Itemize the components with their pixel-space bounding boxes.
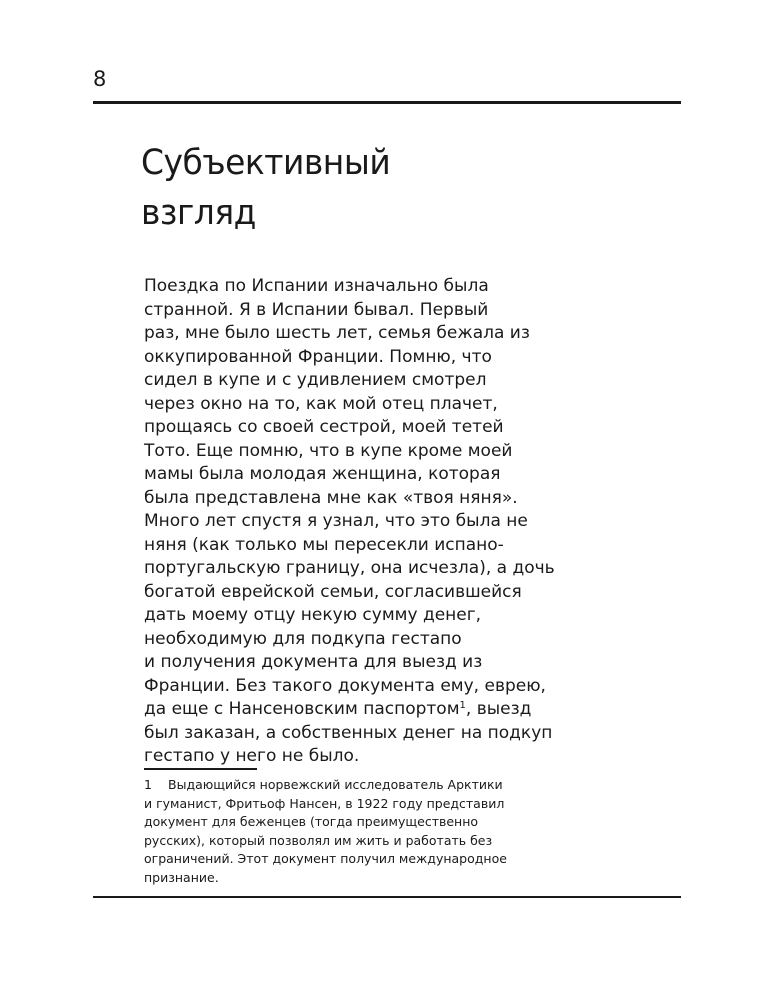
body-line [144,698,684,722]
body-line: сидел в купе и с удивлением смотрел [144,370,487,390]
footnote-line: ограничений. Этот документ получил международное [144,851,507,866]
body-line: странной. Я в Испании бывал. Первый [144,299,489,320]
page-number: 8 [93,67,107,91]
body-line: раз, мне было шесть лет, семья бежала из [144,323,530,343]
body-line: Поездка по Испании изначально была [144,276,489,296]
body-line: и получения документа для выезд из [144,652,483,672]
chapter-title-line: Субъективный [141,143,391,183]
chapter-title-line: взгляд [141,193,256,233]
body-line: Тото. Еще помню, что в купе кроме моей [144,440,513,461]
footer-rule [93,896,681,898]
footnote [144,776,684,887]
body-line: богатой еврейской семьи, согласившейся [144,581,522,602]
footnote-reference: 1 [459,700,466,711]
footnote-line: признание. [144,869,219,885]
footnote-line [144,776,684,795]
body-line: португальскую границу, она исчезла), а дочь [144,558,555,578]
body-line: Франции. Без такого документа ему, еврею, [144,675,546,696]
footnote-rule [144,768,257,770]
body-line: была представлена мне как «твоя няня». [144,487,518,508]
footnote-line: и гуманист, Фритьоф Нансен, в 1922 году представил [144,795,505,811]
body-line: няня (как только мы пересекли испано- [144,534,504,555]
body-line: через окно на то, как мой отец плачет, [144,393,498,414]
body-line: был заказан, а собственных денег на подкуп [144,722,553,743]
body-line: Много лет спустя я узнал, что это была не [144,511,528,531]
body-line: дать моему отцу некую сумму денег, [144,605,482,625]
body-line: мамы была молодая женщина, которая [144,464,501,484]
body-paragraph [144,275,684,769]
body-line: прощаясь со своей сестрой, моей тетей [144,417,504,437]
body-line: необходимую для подкупа гестапо [144,628,462,649]
body-line-text: да еще с Нансеновским паспортом [144,699,460,719]
chapter-title [141,138,649,238]
footnote-line: документ для беженцев (тогда преимущественно [144,814,479,829]
footnote-line: русских), который позволял им жить и работать без [144,832,493,848]
footnote-text: Выдающийся норвежский исследователь Арктики [168,777,503,792]
footnote-number: 1 [144,777,152,792]
header-rule [93,101,681,104]
body-line: гестапо у него не было. [144,746,360,766]
body-line: оккупированной Франции. Помню, что [144,346,492,367]
body-line-text: , выезд [465,699,532,719]
